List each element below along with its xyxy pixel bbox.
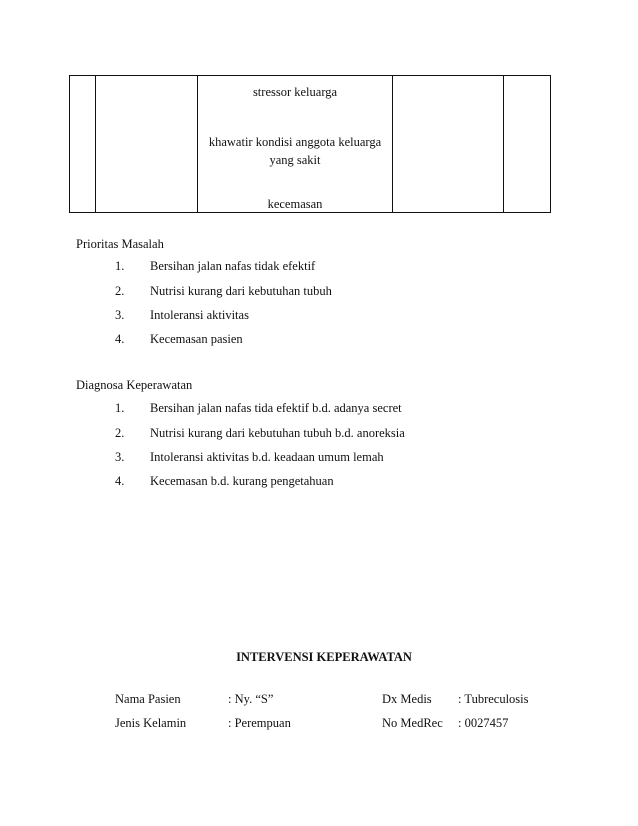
list-item: Bersihan jalan nafas tidak efektif: [150, 259, 316, 273]
list-item-number: 1.: [115, 259, 125, 273]
nama-pasien-label: Nama Pasien: [115, 692, 181, 706]
jenis-kelamin-value: : Perempuan: [228, 716, 291, 730]
list-item: Kecemasan b.d. kurang pengetahuan: [150, 474, 334, 488]
list-item: Bersihan jalan nafas tida efektif b.d. adanya secret: [150, 401, 402, 415]
list-item: Intoleransi aktivitas b.d. keadaan umum lemah: [150, 450, 384, 464]
no-medrec-label: No MedRec: [382, 716, 443, 730]
table-cell-line: khawatir kondisi anggota keluarga: [208, 135, 382, 149]
list-item: Kecemasan pasien: [150, 332, 243, 346]
table-divider: [95, 76, 96, 212]
list-item-number: 1.: [115, 401, 125, 415]
no-medrec-value: : 0027457: [458, 716, 509, 730]
table-cell-line: kecemasan: [267, 197, 323, 211]
list-item-number: 3.: [115, 308, 125, 322]
intervensi-title: INTERVENSI KEPERAWATAN: [236, 650, 412, 664]
list-item: Intoleransi aktivitas: [150, 308, 249, 322]
table-cell-line: yang sakit: [269, 153, 321, 167]
nama-pasien-value: : Ny. “S”: [228, 692, 274, 706]
prioritas-heading: Prioritas Masalah: [76, 237, 164, 251]
list-item-number: 2.: [115, 426, 125, 440]
list-item-number: 4.: [115, 332, 125, 346]
table-divider: [503, 76, 504, 212]
table-cell-line: stressor keluarga: [252, 85, 338, 99]
dx-medis-value: : Tubreculosis: [458, 692, 529, 706]
list-item-number: 2.: [115, 284, 125, 298]
dx-medis-label: Dx Medis: [382, 692, 432, 706]
list-item: Nutrisi kurang dari kebutuhan tubuh b.d. anoreksia: [150, 426, 405, 440]
list-item-number: 3.: [115, 450, 125, 464]
list-item: Nutrisi kurang dari kebutuhan tubuh: [150, 284, 332, 298]
care-table: [69, 75, 551, 213]
jenis-kelamin-label: Jenis Kelamin: [115, 716, 187, 730]
diagnosa-heading: Diagnosa Keperawatan: [76, 378, 193, 392]
list-item-number: 4.: [115, 474, 125, 488]
